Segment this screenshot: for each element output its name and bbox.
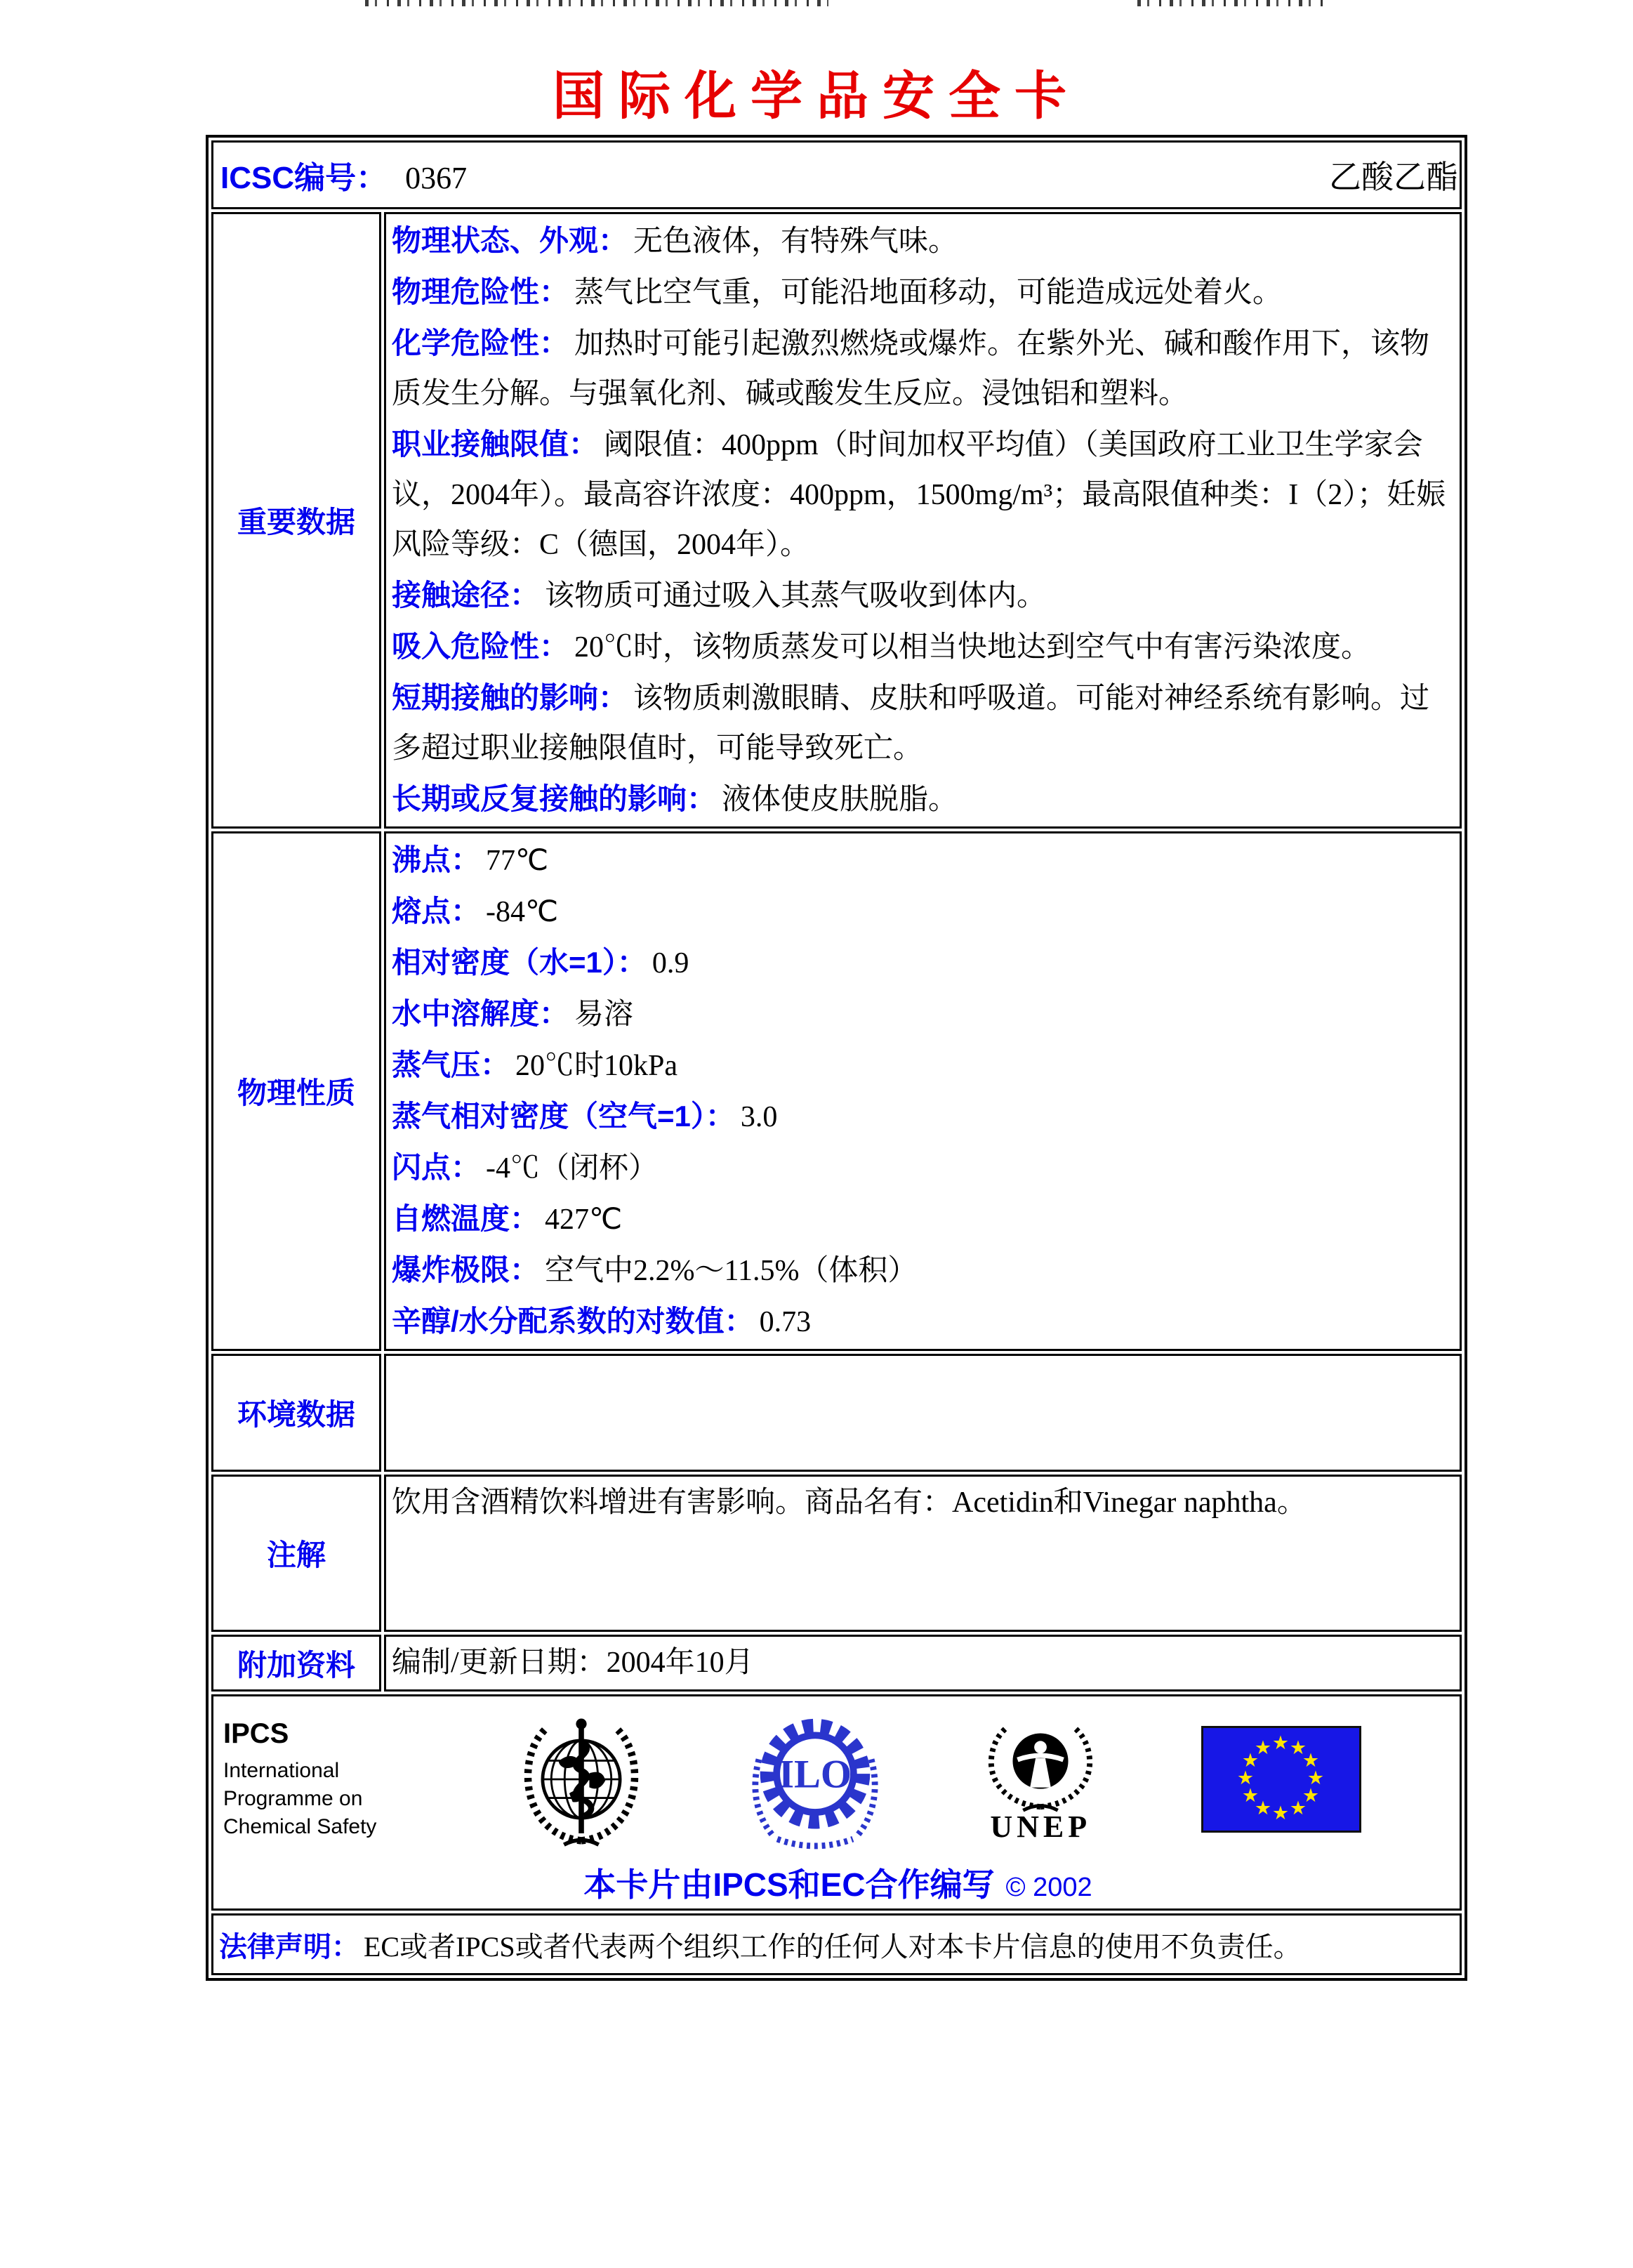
data-item xyxy=(392,937,1454,989)
field-label: 物理危险性： xyxy=(392,275,569,308)
eu-star-icon: ★ xyxy=(1241,1750,1260,1771)
field-label: 短期接触的影响： xyxy=(392,681,628,714)
icsc-card-table xyxy=(206,135,1467,1981)
field-label: 爆炸极限： xyxy=(392,1253,540,1286)
unep-label: UNEP xyxy=(990,1809,1092,1844)
environmental-data-row xyxy=(211,1354,1462,1472)
icsc-number-label: ICSC编号： xyxy=(220,161,388,195)
ipcs-subtitle-line: Chemical Safety xyxy=(223,1814,377,1838)
field-label: 熔点： xyxy=(392,895,481,928)
eu-star-icon: ★ xyxy=(1271,1802,1290,1824)
credit-line xyxy=(223,1859,1453,1906)
data-item xyxy=(392,835,1454,886)
ipcs-title: IPCS xyxy=(223,1718,289,1749)
field-value: 20℃时，该物质蒸发可以相当快地达到空气中有害污染浓度。 xyxy=(574,631,1371,664)
eu-star-icon: ★ xyxy=(1254,1737,1272,1758)
field-value: 蒸气比空气重，可能沿地面移动，可能造成远处着火。 xyxy=(574,277,1283,309)
field-label: 沸点： xyxy=(392,843,481,876)
credit-text: 本卡片由IPCS和EC合作编写 xyxy=(583,1866,995,1903)
field-value: 易溶 xyxy=(574,998,634,1031)
field-value: 该物质可通过吸入其蒸气吸收到体内。 xyxy=(545,580,1047,612)
ipcs-subtitle-line: International xyxy=(223,1758,340,1782)
eu-star-icon: ★ xyxy=(1302,1750,1320,1771)
page-title: 国际化学品安全卡 xyxy=(553,67,1080,125)
important-data-content xyxy=(384,212,1462,829)
field-label: 辛醇/水分配系数的对数值： xyxy=(392,1305,754,1338)
eu-star-icon: ★ xyxy=(1254,1798,1272,1819)
field-value: 427℃ xyxy=(545,1204,623,1236)
important-data-row xyxy=(211,212,1462,829)
field-label: 蒸气压： xyxy=(392,1048,510,1081)
field-label: 水中溶解度： xyxy=(392,997,569,1030)
field-label: 职业接触限值： xyxy=(392,428,599,461)
data-item xyxy=(392,673,1454,774)
field-value: 空气中2.2%～11.5%（体积） xyxy=(545,1255,918,1287)
additional-info-row xyxy=(211,1635,1462,1692)
eu-star-icon: ★ xyxy=(1271,1732,1290,1753)
field-value: 加热时可能引起激烈燃烧或爆炸。在紫外光、碱和酸作用下，该物质发生分解。与强氧化剂、碱或酸发生反应。浸蚀铝和塑料。 xyxy=(392,328,1430,410)
data-item xyxy=(392,1091,1454,1142)
field-label: 接触途径： xyxy=(392,579,540,612)
eu-star-icon: ★ xyxy=(1241,1785,1260,1806)
notes-content xyxy=(384,1475,1462,1632)
unep-logo-icon xyxy=(981,1715,1099,1813)
eu-flag-icon xyxy=(1201,1726,1361,1833)
notes-row xyxy=(211,1475,1462,1632)
clipped-text-fragment-left xyxy=(365,0,828,6)
data-item xyxy=(392,621,1454,673)
eu-star-icon: ★ xyxy=(1289,1798,1307,1819)
header-row xyxy=(211,140,1462,209)
field-value: -84℃ xyxy=(486,896,559,928)
data-item xyxy=(392,570,1454,621)
field-label: 相对密度（水=1）： xyxy=(392,946,647,979)
field-label: 化学危险性： xyxy=(392,327,569,360)
field-value: 该物质刺激眼睛、皮肤和呼吸道。可能对神经系统有影响。过多超过职业接触限值时，可能导致死亡。 xyxy=(392,683,1430,765)
field-value: 无色液体，有特殊气味。 xyxy=(633,225,958,258)
field-value: 20℃时10kPa xyxy=(515,1050,678,1082)
field-label: 长期或反复接触的影响： xyxy=(392,782,717,815)
data-item xyxy=(392,419,1454,570)
field-value: 0.73 xyxy=(759,1306,812,1338)
data-item xyxy=(392,774,1454,825)
logos-row xyxy=(211,1694,1462,1911)
icsc-number-value: 0367 xyxy=(405,161,468,195)
legal-cell xyxy=(211,1913,1462,1975)
data-item xyxy=(392,1142,1454,1194)
ilo-logo-icon xyxy=(750,1709,880,1850)
environmental-data-content xyxy=(384,1354,1462,1472)
field-value: 液体使皮肤脱脂。 xyxy=(722,784,958,816)
ilo-letters: ILO xyxy=(778,1752,852,1797)
data-item xyxy=(392,1040,1454,1091)
additional-info-content xyxy=(384,1635,1462,1692)
unep-logo-block xyxy=(981,1715,1099,1845)
chemical-name: 乙酸乙酯 xyxy=(1329,159,1458,195)
logos-cell xyxy=(211,1694,1462,1911)
section-label-important-data: 重要数据 xyxy=(211,212,381,829)
legal-row xyxy=(211,1913,1462,1975)
who-logo-icon xyxy=(515,1706,648,1852)
data-item xyxy=(392,318,1454,419)
eu-star-icon: ★ xyxy=(1307,1767,1325,1788)
ipcs-text-block xyxy=(223,1718,413,1841)
data-item xyxy=(392,989,1454,1040)
field-label: 自燃温度： xyxy=(392,1202,540,1235)
field-label: 吸入危险性： xyxy=(392,630,569,663)
data-item xyxy=(392,1245,1454,1296)
section-label-environmental-data: 环境数据 xyxy=(211,1354,381,1472)
ipcs-subtitle-line: Programme on xyxy=(223,1786,363,1810)
field-label: 蒸气相对密度（空气=1）： xyxy=(392,1100,735,1133)
section-label-additional-info: 附加资料 xyxy=(211,1635,381,1692)
section-label-notes: 注解 xyxy=(211,1475,381,1632)
field-label: 闪点： xyxy=(392,1151,481,1184)
section-label-physical-properties: 物理性质 xyxy=(211,831,381,1351)
field-value: 阈限值：400ppm（时间加权平均值）（美国政府工业卫生学家会议，2004年）。最高容许浓度：400ppm，1500mg/m³；最高限值种类：I（2）；妊娠风险等级：C（德国，2004年）。 xyxy=(392,429,1446,561)
data-item xyxy=(392,1296,1454,1347)
clipped-text-fragment-right xyxy=(1137,0,1323,6)
legal-notice-label: 法律声明： xyxy=(219,1931,359,1963)
field-value: 饮用含酒精饮料增进有害影响。商品名有：Acetidin和Vinegar naphtha。 xyxy=(392,1486,1307,1519)
field-value: 77℃ xyxy=(486,845,549,877)
header-cell xyxy=(211,140,1462,209)
data-item xyxy=(392,267,1454,318)
field-value: -4℃（闭杯） xyxy=(486,1152,659,1185)
eu-star-icon: ★ xyxy=(1302,1785,1320,1806)
data-item xyxy=(392,1638,1454,1688)
field-value: 编制/更新日期：2004年10月 xyxy=(392,1647,754,1679)
eu-star-icon: ★ xyxy=(1289,1737,1307,1758)
data-item xyxy=(392,886,1454,937)
eu-star-icon: ★ xyxy=(1236,1767,1255,1788)
physical-properties-content xyxy=(384,831,1462,1351)
data-item xyxy=(392,1478,1454,1528)
copyright-text: © 2002 xyxy=(1005,1873,1092,1902)
data-item xyxy=(392,1194,1454,1245)
field-value: 3.0 xyxy=(740,1101,778,1133)
physical-properties-row xyxy=(211,831,1462,1351)
field-label: 物理状态、外观： xyxy=(392,224,628,257)
field-value: 0.9 xyxy=(652,947,689,980)
legal-notice-text: EC或者IPCS或者代表两个组织工作的任何人对本卡片信息的使用不负责任。 xyxy=(364,1930,1302,1963)
data-item xyxy=(392,216,1454,267)
